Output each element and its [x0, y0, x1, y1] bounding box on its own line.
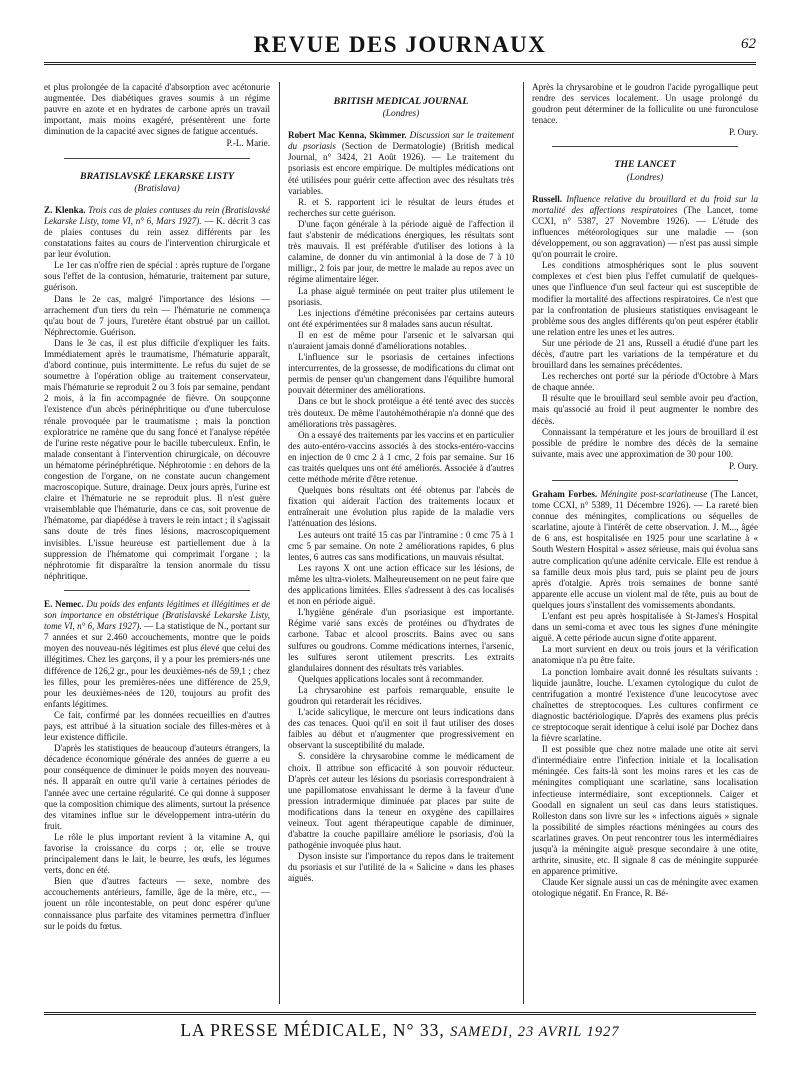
article-paragraph: S. considère la chrysarobine comme le médicament de choix. Il attribue son efficacité à son pouvoir réducteur. D'après cet auteur les lésions du psoriasis correspondraient à une papillomatose envahissant le derme à la faveur d'une pression intradermique diminuée par places par suite de modifications dans la teneur en oxygène des capillaires veineux. Tout agent thérapeutique capable de diminuer, d'abattre la couche papillaire améliore le psoriasis, d'où la pathogénie invoquée plus haut.	[288, 751, 514, 851]
column-3	[532, 82, 758, 1004]
article-paragraph: La mort survient en deux ou trois jours et la vérification anatomique n'a pu être faite.	[532, 644, 758, 666]
article	[532, 194, 758, 472]
article-reference: (The Lancet, tome CCXI, n° 5389, 11 Décembre 1926).	[532, 489, 758, 511]
article-paragraph: — Le traitement du psoriasis est encore empirique. De multiples médications ont été utilisées pour guérir cette affection avec des résultats très variables.	[288, 152, 514, 196]
article-paragraph: L'acide salicylique, le mercure ont leurs indications dans des cas tenaces. Quoi qu'il en soit il faut utiliser des doses faibles au début et n'augmenter que progressivement en observant la susceptibilité du malade.	[288, 707, 514, 751]
article-title: Trois cas de plaies contuses du rein	[88, 204, 220, 215]
article-paragraph: Le rôle le plus important revient à la vitamine A, qui favorise la croissance du corps ; or, elle se trouve principalement dans le lait, le beurre, les œufs, les légumes verts, donc en été.	[44, 831, 270, 876]
article-heading	[288, 130, 514, 197]
footer-text	[44, 1020, 756, 1041]
column-rule	[279, 82, 280, 1004]
article-reference: (The Lancet, tome CCXI, n° 5387, 27 Novembre 1926).	[532, 204, 758, 226]
journal-city: (Londres)	[626, 172, 664, 183]
page-number: 62	[741, 36, 756, 52]
article-paragraph: — La statistique de N., portant sur 7 années et sur 2.460 accouchements, montre que le poids moyen des nouveau-nés légitimes est plus élevé que celui des illégitimes. Chez les garçons, il y a pour les premiers-nés une différence de 126,2 gr., pour les deuxièmes-nés de 59,1 ; chez les filles, pour les premières-nées une différence de 25,9, pour les deuxièmes-nées de 120, toujours au profit des enfants légitimes.	[44, 621, 270, 709]
journal-city: (Bratislava)	[134, 183, 180, 194]
article-paragraph: La ponction lombaire avait donné les résultats suivants : liquide jaunâtre, louche. L'examen cytologique du culot de centrifugation a montré l'existence d'une leucocytose avec chaînettes de streptocoques. Les cultures confirment ce diagnostic bactériologique. D'après des examens plus précis ce streptocoque serait identique à celui isolé par Dochez dans la fièvre scarlatine.	[532, 666, 758, 744]
continued-text: et plus prolongée de la capacité d'absorption avec acétonurie augmentée. Des diabétiques graves soumis à un régime pauvre en azote et en hydrates de carbone après un travail important, mais moins exagéré, présentèrent une forte diminution de la capacité avec signes de fatigue accentués.	[44, 82, 270, 137]
article-reference: (Section de Dermatologie) (British medical Journal, n° 3424, 21 Août 1926).	[288, 141, 514, 163]
article-title: Discussion sur le traitement du psoriasis	[288, 130, 514, 152]
article-heading	[44, 599, 270, 710]
running-title: REVUE DES JOURNAUX	[253, 32, 547, 57]
article	[44, 205, 270, 582]
article-paragraph: Les rayons X ont une action efficace sur les lésions, de même les ultra-violets. Malheureusement on ne peut faire que des applications limitées. Elles s'adressent à des cas localisés et non en période aiguë.	[288, 562, 514, 607]
article-heading	[532, 489, 758, 611]
article-paragraph: Bien que d'autres facteurs — sexe, nombre des accouchements antérieurs, famille, âge de la mère, etc., — jouent un rôle incontestable, on peut donc espérer qu'une connaissance plus parfaite des vitamines permettra d'influer sur le poids du fœtus.	[44, 876, 270, 931]
footer-journal: LA PRESSE MÉDICALE, N° 33,	[180, 1020, 445, 1040]
columns	[44, 82, 764, 1004]
article-paragraph: Le 1er cas n'offre rien de spécial : après rupture de l'organe sous l'effet de la contusion, hématurie, traitement par suture, guérison.	[44, 260, 270, 293]
article-author: Robert Mac Kenna, Skimmer.	[288, 130, 407, 141]
article-paragraph: Dans le 3e cas, il est plus difficile d'expliquer les faits. Immédiatement après le traumatisme, l'hématurie apparaît, d'abord continue, puis intermittente. Le refus du sujet de se soumettre à l'opération oblige au traitement conservateur, mais l'hématurie se reproduit 2 ou 3 fois par semaine, pendant 2 mois, à la fin accompagnée de fièvre. On soupçonne l'existence d'un abcès périnéphritique ou d'une tuberculose rénale provoquée par le traumatisme ; mais la ponction exploratrice ne ramène que du sang foncé et l'analyse répétée de l'urine reste négative pour le bacille tuberculeux. Enfin, le malade consentant à l'intervention chirurgicale, on découvre un hématome périnéphrétique. Néphrotomie : en dehors de la congestion de l'organe, on ne constate aucun changement macroscopique. Suture, drainage. Deux jours après, l'urine est claire et l'hématurie ne se reproduit plus. Il n'est guère vraisemblable que l'hématurie, dans ce cas, soit provenue de l'hématome, par diapédèse à travers le rein intact ; il s'agissait sans doute de très fines lésions, macroscopiquement invisibles. L'issue heureuse est partiellement due à la suppression de l'hématome qui comprimait l'organe ; la néphrotomie fit disparaître la tension anormale du tissu néphritique.	[44, 337, 270, 581]
article-heading	[44, 205, 270, 260]
article-paragraph: R. et S. rapportent ici le résultat de leurs études et recherches sur cette guérison.	[288, 196, 514, 218]
article-paragraph: Les conditions atmosphériques sont le plus souvent complexes et c'est bien plus l'effet cumulatif de quelques-unes que l'influence d'un seul facteur qui est susceptible de modifier la mortalité des affections respiratoires. Ce n'est que par la confrontation de plusieurs statistiques envisageant le problème sous des angles différents qu'on peut espérer établir une relation entre les unes et les autres.	[532, 260, 758, 337]
article-author: E. Nemec.	[44, 598, 84, 609]
continued-text: Après la chrysarobine et le goudron l'acide pyrogallique peut rendre des services localement. Un usage prolongé du goudron peut déterminer de la folliculite ou une furonculose tenace.	[532, 82, 758, 126]
article-paragraph: — La rareté bien connue des méningites, complications ou séquelles de scarlatine, ajoute à l'intérêt de cette observation. J. M..., âgée de 6 ans, est hospitalisée en 1925 pour une scarlatine à « South Western Hospital » assez sérieuse, mais qui évolua sans autre complication qu'une adénite cervicale. Elle est rendue à sa famille deux mois plus tard, puis se plaint peu de jours après d'otalgie. Après trois semaines de bonne santé apparente elle accuse un violent mal de tête, puis au bout de quelques jours s'installent des vomissements abondants.	[532, 500, 758, 610]
article-paragraph: Dans ce but le shock protéique a été tenté avec des succès très douteux. De même l'autohémothérapie n'a donné que des améliorations très passagères.	[288, 396, 514, 429]
page-footer	[44, 1012, 756, 1049]
footer-date: SAMEDI, 23 AVRIL 1927	[450, 1024, 620, 1040]
article-paragraph: Connaissant la température et les jours de brouillard il est possible de prédire le nombre des décès de la semaine suivante, mais avec une approximation de 30 pour 100.	[532, 426, 758, 459]
article-author: Russell.	[532, 193, 563, 204]
article-paragraph: Il est possible que chez notre malade une otite ait servi d'intermédiaire entre l'infection initiale et la localisation méningée. Ces faits-là sont les moins rares et les cas de méningites compliquant une scarlatine, sans localisation infectieuse intermédiaire, sont exceptionnels. Caiger et Goodall en signalent un seul cas dans leurs statistiques. Rolleston dans son livre sur les « infections aiguës » signale la possibilité de simples réactions méningées au cours des scarlatines graves. On peut rencontrer tous les intermédiaires jusqu'à la méningite aiguë presque secondaire à une otite, arthrite, sinusite, etc. Il signale 8 cas de méningite suppurée en apparence primitive.	[532, 744, 758, 877]
article-paragraph: Dyson insiste sur l'importance du repos dans le traitement du psoriasis et sur l'utilité de la « Salicine » dans les phases aiguës.	[288, 851, 514, 884]
article-reference: (Bratislavské Lekarske Listy, tome VI, n° 6, Mars 1927).	[44, 610, 270, 632]
article-paragraph: D'une façon générale à la période aiguë de l'affection il faut s'abstenir de médications énergiques, les résultats sont très mauvais. Il est préférable d'utiliser des lotions à la calamine, de donner du vin antimonial à la dose de 7 à 10 milligr., 2 fois par jour, de mettre le malade au repos avec un régime alimentaire léger.	[288, 218, 514, 285]
article-paragraph: Dans le 2e cas, malgré l'importance des lésions — arrachement d'un tiers du rein — l'hématurie ne commença qu'au bout de 7 jours, l'uretère étant obstrué par un caillot. Néphrectomie. Guérison.	[44, 293, 270, 337]
article-heading	[532, 194, 758, 261]
article	[44, 599, 270, 932]
article-rule	[552, 480, 738, 481]
column-1	[44, 82, 270, 1004]
article-paragraph: Sur une période de 21 ans, Russell a étudié d'une part les décès, d'autre part les variations de la température et du brouillard dans les semaines précédentes.	[532, 337, 758, 371]
article-rule	[64, 590, 250, 591]
article-author: Graham Forbes.	[532, 489, 598, 499]
page-header	[44, 30, 756, 65]
article-paragraph: — L'étude des influences météorologiques sur une maladie — (son développement, ou son aggravation) — n'est pas aussi simple qu'on pourrait le croire.	[532, 215, 758, 260]
article-paragraph: Ce fait, confirmé par les données recueillies en d'autres pays, est attribué à la situation sociale des filles-mères et à leur existence difficile.	[44, 709, 270, 743]
article-paragraph: Quelques bons résultats ont été obtenus par l'abcès de fixation qui aiderait l'action des traitements locaux et entraînerait une évolution plus rapide de la maladie vers l'atténuation des lésions.	[288, 485, 514, 529]
journal-name: BRATISLAVSKÉ LEKARSKE LISTY	[80, 170, 234, 182]
article-paragraph: La chrysarobine est parfois remarquable, ensuite le goudron qui retarderait les récidives.	[288, 684, 514, 706]
article-paragraph: Il en est de même pour l'arsenic et le salvarsan qui n'auraient jamais donné d'améliorations notables.	[288, 329, 514, 351]
article-paragraph: Claude Ker signale aussi un cas de méningite avec examen otologique négatif. En France, R. Bé-	[532, 877, 758, 899]
article-paragraph: L'influence sur le psoriasis de certaines infections intercurrentes, de la grossesse, de modifications du climat ont permis de penser qu'un changement dans l'équilibre humoral pouvait déterminer des améliorations.	[288, 352, 514, 396]
article-paragraph: L'enfant est peu après hospitalisée à St-James's Hospital dans un semi-coma et avec tous les signes d'une méningite aiguë. A cette période aucun signe d'otite apparent.	[532, 611, 758, 644]
article	[288, 130, 514, 884]
signature: P. Oury.	[729, 127, 758, 138]
article-author: Z. Klenka.	[44, 204, 86, 215]
journal-name: THE LANCET	[614, 159, 676, 171]
journal-name: BRITISH MEDICAL JOURNAL	[333, 96, 469, 107]
article-title: Influence relative du brouillard et du froid sur la mortalité des affections respiratoires	[532, 193, 758, 215]
article-paragraph: L'hygiène générale d'un psoriasique est importante. Régime varié sans excès de protéines ou d'hydrates de carbone. Tabac et alcool proscrits. Bains avec ou sans sulfures ou goudrons. Comme médications internes, l'arsenic, les sulfures seront utilement prescrits. Les extraits glandulaires donnent des résultats très variables.	[288, 607, 514, 673]
article-paragraph: On a essayé des traitements par les vaccins et en particulier des auto-entéro-vaccins associés à des stocks-entéro-vaccins en injection de 0 cmc 2 à 1 cmc, 2 fois par semaine. Sur 16 cas traités quelques uns ont été améliorés. Associée à d'autres cette méthode mérite d'être retenue.	[288, 429, 514, 485]
article-paragraph: Les injections d'émétine préconisées par certains auteurs ont été expérimentées sur 8 malades sans aucun résultat.	[288, 307, 514, 329]
column-2	[288, 82, 514, 1004]
article-paragraph: D'après les statistiques de beaucoup d'auteurs étrangers, la décadence économique générale des années de guerre a eu pour conséquence de diminuer le poids moyen des nouveau-nés. Il apparaît en outre qu'il varie à certaines périodes de l'année avec une certaine régularité. Ce qui donne à supposer que la composition chimique des aliments, surtout la présence des vitamines influe sur le développement intra-utérin du fruit.	[44, 743, 270, 831]
article-reference: (Bratislavské Lekarske Listy, tome VI, n° 6, Mars 1927).	[44, 204, 270, 226]
signature: P.-L. Marie.	[226, 138, 270, 149]
signature: P. Oury.	[729, 460, 758, 471]
article	[532, 489, 758, 899]
article-paragraph: Il résulte que le brouillard seul semble avoir peu d'action, mais qu'associé au froid il peut augmenter le nombre des décès.	[532, 393, 758, 426]
column-rule	[523, 82, 524, 1004]
article-paragraph: Quelques applications locales sont à recommander.	[298, 673, 484, 684]
section-rule	[552, 146, 738, 147]
section-rule	[64, 158, 250, 159]
article-title: Méningite post-scarlatineuse	[600, 489, 708, 499]
article-title: Du poids des enfants légitimes et illégitimes et de son importance en obstétrique	[44, 598, 270, 621]
article-paragraph: La phase aiguë terminée on peut traiter plus utilement le psoriasis.	[288, 285, 514, 307]
journal-city: (Londres)	[382, 109, 420, 120]
article-paragraph: Les auteurs ont traité 15 cas par l'intramine : 0 cmc 75 à 1 cmc 5 par semaine. On note 2 améliorations rapides, 6 plus lentes, 6 autres cas sans modifications, un mauvais résultat.	[288, 529, 514, 562]
article-paragraph: — K. décrit 3 cas de plaies contuses du rein assez différents par les constatations faites au cours de l'intervention chirurgicale et par leur évolution.	[44, 215, 270, 260]
article-paragraph: Les recherches ont porté sur la période d'Octobre à Mars de chaque année.	[532, 371, 758, 393]
